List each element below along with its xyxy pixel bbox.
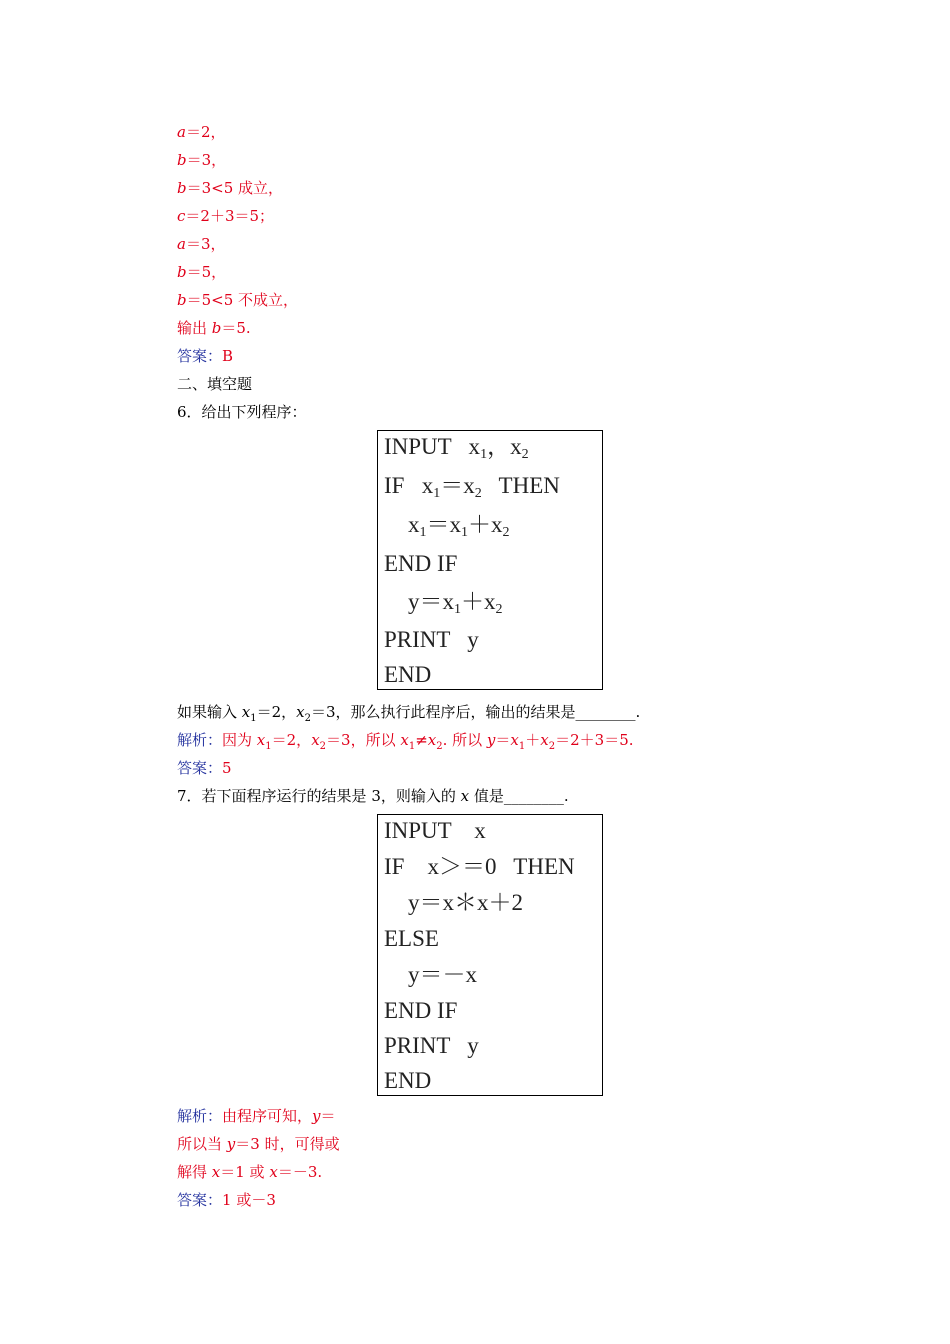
answer-label: 答案：: [177, 1191, 223, 1209]
analysis-q6: [177, 730, 634, 757]
answer-value: B: [222, 347, 234, 365]
answer-value: 5: [222, 759, 232, 777]
answer-line: [177, 1190, 276, 1210]
answer-value: 1 或－3: [222, 1191, 276, 1209]
answer-label: 答案：: [177, 347, 223, 365]
solution-step: b＝5<5 不成立，: [177, 291, 299, 309]
code-line: PRINT y: [384, 1033, 479, 1058]
question-6: 6．给出下列程序：: [177, 403, 307, 421]
code-line: $y=x_1+x_2$: [408, 589, 503, 617]
code-line: PRINT y: [384, 627, 479, 652]
solution-step: c＝2＋3＝5；: [177, 207, 275, 225]
code-line: END: [384, 1068, 432, 1093]
answer-line: [177, 758, 232, 778]
code-line: END IF: [384, 998, 458, 1023]
solution-step: b＝5，: [177, 263, 227, 281]
analysis-text: 所以当 y＝3 时，可得或: [177, 1135, 340, 1153]
code-line: $x_1=x_1+x_2$: [408, 512, 510, 540]
code-line: y＝x＊x＋2: [408, 890, 523, 915]
code-line: y＝－x: [408, 962, 477, 987]
code-block-q7: [377, 814, 603, 1096]
section-title: 二、填空题: [177, 375, 253, 393]
solution-step: a＝2，: [177, 123, 226, 141]
code-line: INPUT x: [384, 818, 486, 843]
analysis-text: 由程序可知，y＝: [222, 1107, 336, 1125]
solution-step: b＝3<5 成立，: [177, 179, 284, 197]
question-7: 7．若下面程序运行的结果是 3，则输入的 x 值是________.: [177, 787, 569, 805]
code-line: END: [384, 662, 432, 687]
solution-step: 输出 b＝5.: [177, 319, 251, 337]
code-block-q6: [377, 430, 603, 690]
code-line: IF x＞＝0 THEN: [384, 854, 575, 879]
code-line: IF $x_1=x_2$ THEN: [384, 473, 560, 501]
analysis-text: 解得 x＝1 或 x＝－3.: [177, 1163, 323, 1181]
solution-step: b＝3，: [177, 151, 227, 169]
analysis-text: 因为 $x_1=2$，$x_2=3$，所以 $x_1\ne x_2$. 所以 $y=x_1+x_2=2+3=5$.: [222, 731, 634, 752]
solution-step: a＝3，: [177, 235, 226, 253]
answer-label: 答案：: [177, 759, 223, 777]
code-line: INPUT $x_1$，$x_2$: [384, 434, 529, 462]
analysis-label: 解析：: [177, 1107, 223, 1125]
question-6-prompt: 如果输入 $x_1=2$，$x_2=3$，那么执行此程序后，输出的结果是________.: [177, 703, 641, 724]
code-line: ELSE: [384, 926, 439, 951]
analysis-q7: [177, 1106, 336, 1126]
analysis-label: 解析：: [177, 731, 223, 749]
code-line: END IF: [384, 551, 458, 576]
answer-line: [177, 346, 233, 366]
